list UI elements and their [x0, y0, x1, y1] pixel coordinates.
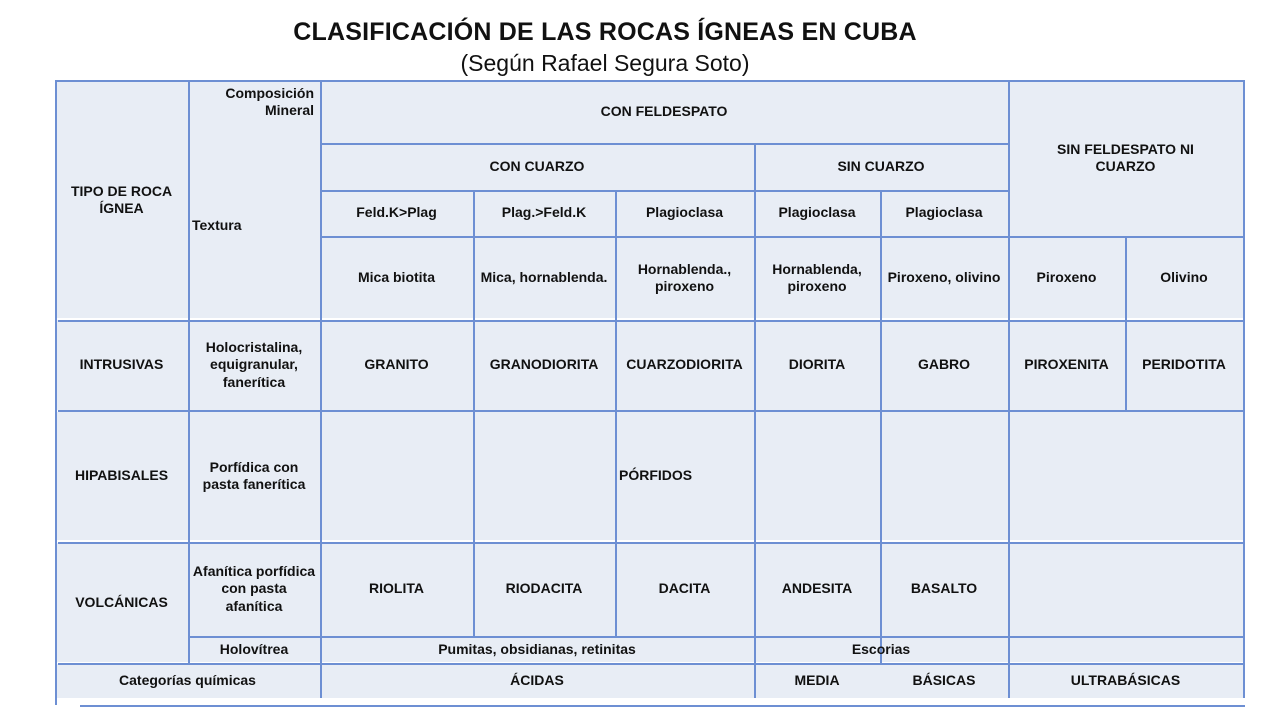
roca-vitreas: Pumitas, obsidianas, retinitas: [438, 640, 636, 657]
mineral-cell: Mica biotita: [357, 269, 435, 286]
header-sin-feldespato-ni-cuarzo: SIN FELDESPATO NI CUARZO: [1057, 140, 1194, 174]
feldespato-cell: Plagioclasa: [645, 204, 724, 221]
roca-cell: RIOLITA: [369, 580, 424, 597]
textura-hipabisales: Porfídica con pasta fanerítica: [202, 458, 306, 492]
header-con-feldespato: CON FELDESPATO: [600, 102, 728, 119]
categoria-media: MEDIA: [794, 671, 840, 688]
roca-cell: RIODACITA: [505, 580, 583, 597]
mineral-cell: Olivino: [1160, 269, 1208, 286]
categoria-acidas: ÁCIDAS: [510, 671, 564, 688]
mineral-cell: Mica, hornablenda.: [480, 269, 608, 286]
header-composicion: Composición Mineral: [225, 84, 314, 118]
roca-cell: CUARZODIORITA: [626, 356, 743, 373]
header-textura: Textura: [192, 217, 242, 234]
roca-cell: DIORITA: [788, 356, 846, 373]
roca-cell: GRANODIORITA: [489, 356, 599, 373]
textura-intrusivas: Holocristalina, equigranular, fanerítica: [205, 338, 303, 390]
feldespato-cell: Feld.K>Plag: [356, 204, 437, 221]
feldespato-cell: Plagioclasa: [905, 204, 983, 221]
row-label-hipabisales: HIPABISALES: [74, 467, 169, 484]
mineral-cell: Hornablenda., piroxeno: [637, 260, 732, 294]
mineral-cell: Piroxeno: [1036, 269, 1097, 286]
roca-cell: GABRO: [917, 356, 971, 373]
textura-holovitrea: Holovítrea: [219, 640, 289, 657]
mineral-cell: Piroxeno, olivino: [887, 269, 1001, 286]
roca-cell: ANDESITA: [781, 580, 853, 597]
roca-cell: PIROXENITA: [1024, 356, 1109, 373]
roca-cell: GRANITO: [364, 356, 429, 373]
roca-cell: DACITA: [658, 580, 711, 597]
roca-porfidos: PÓRFIDOS: [619, 467, 693, 484]
roca-escorias: Escorias: [851, 640, 911, 657]
row-label-volcanicas: VOLCÁNICAS: [75, 593, 168, 610]
row-label-intrusivas: INTRUSIVAS: [79, 356, 164, 373]
textura-volcanicas: Afanítica porfídica con pasta afanítica: [192, 562, 316, 614]
header-con-cuarzo: CON CUARZO: [489, 157, 585, 174]
categoria-basicas: BÁSICAS: [912, 671, 976, 688]
page-title: CLASIFICACIÓN DE LAS ROCAS ÍGNEAS EN CUBA: [293, 18, 917, 46]
categoria-ultrabasicas: ULTRABÁSICAS: [1070, 671, 1181, 688]
categorias-label: Categorías químicas: [119, 671, 256, 688]
feldespato-cell: Plagioclasa: [778, 204, 856, 221]
roca-cell: PERIDOTITA: [1142, 356, 1226, 373]
roca-cell: BASALTO: [910, 580, 978, 597]
page-subtitle: (Según Rafael Segura Soto): [460, 50, 750, 76]
header-tipo-roca: TIPO DE ROCA ÍGNEA: [70, 182, 173, 216]
header-sin-cuarzo: SIN CUARZO: [837, 157, 925, 174]
feldespato-cell: Plag.>Feld.K: [501, 204, 587, 221]
mineral-cell: Hornablenda, piroxeno: [772, 260, 862, 294]
